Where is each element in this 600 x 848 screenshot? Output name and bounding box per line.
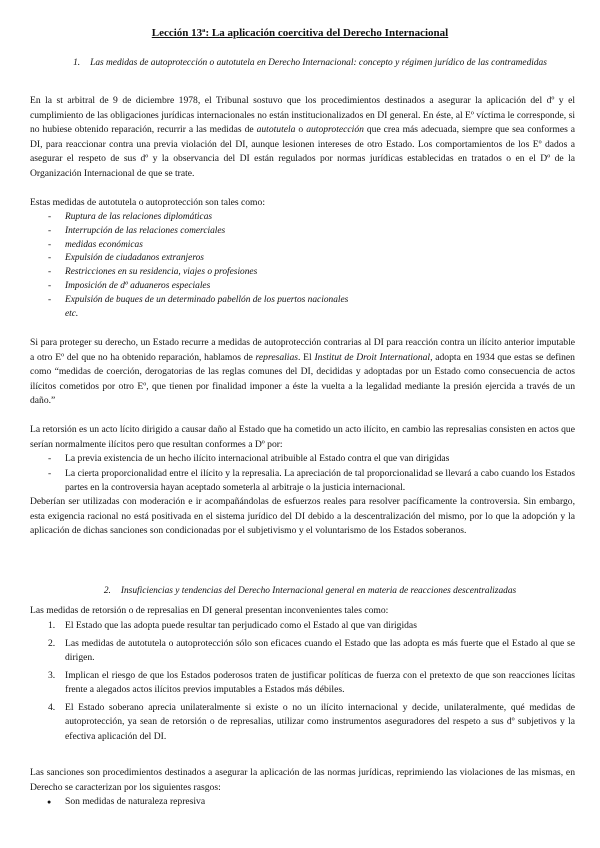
item-text: El Estado soberano aprecia unilateralmente si existe o no un ilícito internacional y decide, unilateralmente, qué medidas de autoprotección, ya sean de retorsión o de represalias, utilizar como instrumentos aseguradores del respeto a sus dº subjetivos y la efectiva aplicación del DI.	[65, 701, 575, 742]
item-number: 2.	[48, 637, 56, 649]
paragraph-retorsion: La retorsión es un acto lícito dirigido a causar daño al Estado que ha cometido un acto ilícito, en cambio las represalias consisten en actos que serían normalmente ilícitos pero que resultan conformes a Dº por:	[30, 424, 575, 450]
item-number: 4.	[48, 701, 56, 713]
item-text: Las medidas de autotutela o autoprotección sólo son eficaces cuando el Estado que las adopta es más fuerte que el Estado al que se dirigen.	[65, 637, 575, 663]
p3-text-b: . El	[298, 351, 315, 363]
p1-text-c: que crea más adecuada, siempre que sea conformes a DI, para reaccionar contra una previa violación del DI, aunque lesionen intereses de otro Estado. Los comportamientos de los Eº dados a asegurar el respeto de sus dº y la observancia del DI están regulados por normas jurídicas establecidas en tratados o en el Dº de la Organización Internacional de que se trate.	[30, 124, 576, 179]
section-2-heading	[60, 584, 560, 598]
item-number: 3.	[48, 669, 56, 681]
list-item: - La cierta proporcionalidad entre el ilícito y la represalia. La apreciación de tal proporcionalidad se llevará a cabo cuando los Estados partes en la controversia hayan aceptado someterla al arbitraje o la justicia internacional.	[30, 467, 575, 496]
item-number: 1.	[48, 620, 56, 631]
item-text: Implican el riesgo de que los Estados poderosos traten de justificar políticas de fuerza con el pretexto de que son reacciones lícitas frente a alegados actos ilícitos previos imputables a Estados más débiles.	[65, 669, 575, 695]
list-item-etc: etc.	[65, 308, 79, 319]
reprisal-conditions-list	[30, 452, 575, 496]
list-item: - Ruptura de las relaciones diplomáticas	[30, 211, 550, 225]
p3-text-c: adopta en 1934 que estas se definen como “medidas de coerción, derogatorias de las reglas comunes del DI, decididas y adoptadas por un Estado como consecuencia de actos ilícitos cometidos por otro Eº, que tienen por finalidad imponer a éste la vuelta a la legalidad mediante la presión ejercida a través de un daño.”	[30, 351, 575, 406]
list-item: - Expulsión de ciudadanos extranjeros	[30, 252, 550, 266]
section-2-text: Insuficiencias y tendencias del Derecho Internacional general en materia de reacciones descentralizadas	[120, 586, 517, 596]
paragraph-represalias	[30, 336, 575, 409]
p1-text-a: En la st arbitral de 9 de diciembre 1978, el Tribunal sostuvo que los procedimientos destinados a asegurar la aplicación del dº y el cumplimiento de las obligaciones jurídicas internacionales no están institucionalizados en DI general. En éste, al Eº víctima le corresponde, si no hubiese obtenido reparación, recurrir a las medidas de	[30, 95, 575, 135]
list-item	[30, 619, 575, 634]
section-1-number: 1.	[73, 58, 81, 68]
section-1-heading	[60, 56, 560, 70]
section-2-number: 2.	[103, 586, 111, 596]
list-item: - Interrupción de las relaciones comerciales	[30, 225, 550, 239]
list-item: ● Son medidas de naturaleza represiva	[30, 795, 575, 810]
paragraph-measures-intro: Estas medidas de autotutela o autoprotección son tales como:	[30, 197, 265, 208]
list-item	[30, 669, 575, 698]
list-item	[30, 637, 575, 666]
features-list	[30, 795, 575, 810]
paragraph-arbitral	[30, 94, 575, 181]
list-item: - Imposición de dº aduaneros especiales	[30, 280, 550, 294]
drawbacks-list	[30, 619, 575, 747]
list-item: - Restricciones en su residencia, viajes o profesiones	[30, 266, 550, 280]
list-item: - Expulsión de buques de un determinado pabellón de los puertos nacionales	[30, 294, 550, 308]
paragraph-sanctions: Las sanciones son procedimientos destinados a asegurar la aplicación de las normas jurídicas, reprimiendo las violaciones de las mismas, en Derecho se caracterizan por los siguientes rasgos:	[30, 767, 575, 793]
p1-italic-autoproteccion: autoprotección	[306, 124, 364, 135]
measures-list	[30, 211, 550, 321]
list-item: - La previa existencia de un hecho ilícito internacional atribuible al Estado contra el que van dirigidas	[30, 452, 575, 467]
paragraph-drawbacks-intro: Las medidas de retorsión o de represalias en DI general presentan inconvenientes tales como:	[30, 605, 389, 616]
p3-italic-represalias: represalias	[255, 351, 298, 363]
list-item: - medidas económicas	[30, 239, 550, 253]
list-item	[30, 701, 575, 745]
p1-italic-autotutela: autotutela	[256, 124, 296, 135]
p1-text-b: o	[295, 124, 307, 135]
lesson-title: Lección 13ª: La aplicación coercitiva del Derecho Internacional	[151, 27, 449, 39]
section-1-text: Las medidas de autoprotección o autotutela en Derecho Internacional: concepto y régimen jurídico de las contramedidas	[90, 58, 547, 68]
paragraph-moderation: Deberían ser utilizadas con moderación e ir acompañándolas de esfuerzos reales para resolver pacíficamente la controversia. Sin embargo, esta exigencia racional no está positivada en el sistema jurídico del DI debido a la descentralización del mismo, por lo que la adopción y la aplicación de dichas sanciones son condicionadas por el subjetivismo y el voluntarismo de los Estados soberanos.	[30, 496, 575, 536]
p3-text-a: Si para proteger su derecho, un Estado recurre a medidas de autoprotección contrarias al DI para reacción contra un ilícito anterior imputable a otro Eº del que no ha obtenido reparación, hablamos de	[30, 337, 575, 363]
item-text: El Estado que las adopta puede resultar tan perjudicado como el Estado al que van dirigidas	[65, 620, 417, 631]
p3-italic-institut: Institut de Droit International,	[314, 351, 433, 363]
